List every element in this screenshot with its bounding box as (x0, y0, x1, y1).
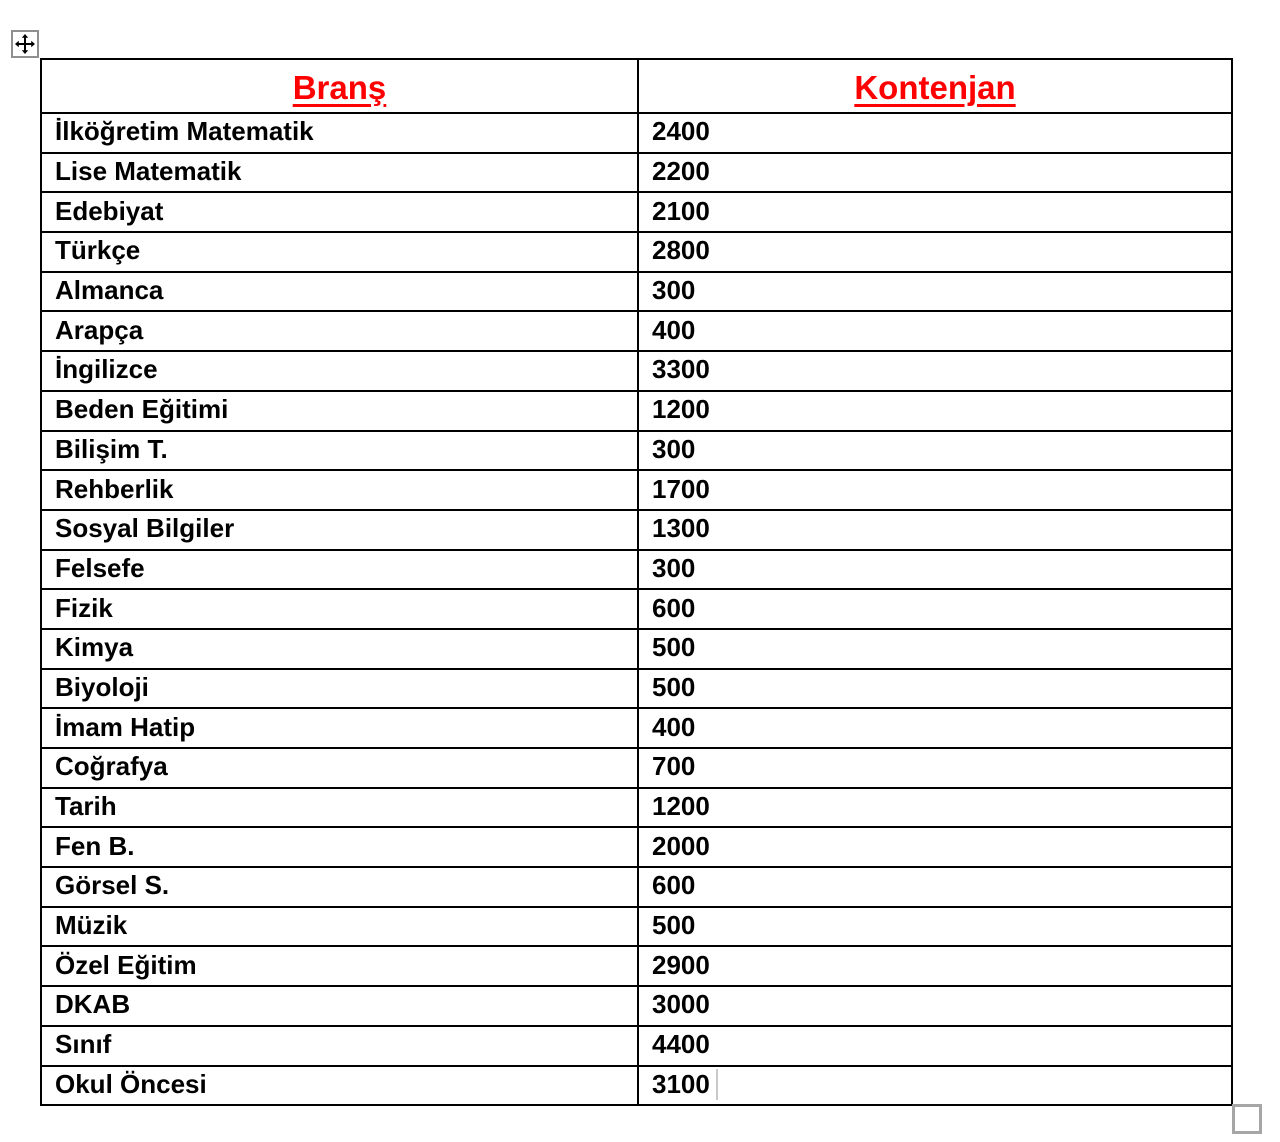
kontenjan-cell[interactable]: 500 (638, 629, 1232, 669)
table-row (41, 669, 1232, 709)
brans-cell[interactable]: Beden Eğitimi (41, 391, 638, 431)
column-header-brans[interactable] (41, 59, 638, 113)
column-header-brans-label: Branş (292, 68, 387, 106)
kontenjan-cell[interactable]: 400 (638, 311, 1232, 351)
brans-cell[interactable]: Rehberlik (41, 470, 638, 510)
brans-cell[interactable]: Almanca (41, 272, 638, 312)
brans-cell[interactable]: DKAB (41, 986, 638, 1026)
table-row (41, 1026, 1232, 1066)
table-row (41, 391, 1232, 431)
table-header-row (41, 59, 1232, 113)
table-row (41, 788, 1232, 828)
table-move-handle[interactable] (11, 30, 39, 58)
kontenjan-cell[interactable]: 400 (638, 708, 1232, 748)
kontenjan-cell[interactable]: 300 (638, 272, 1232, 312)
kontenjan-cell[interactable]: 1700 (638, 470, 1232, 510)
brans-cell[interactable]: Biyoloji (41, 669, 638, 709)
brans-cell[interactable]: Tarih (41, 788, 638, 828)
kontenjan-cell[interactable]: 500 (638, 907, 1232, 947)
brans-cell[interactable]: Türkçe (41, 232, 638, 272)
table-row (41, 113, 1232, 153)
brans-cell[interactable]: Fizik (41, 589, 638, 629)
brans-cell[interactable]: Edebiyat (41, 192, 638, 232)
table-row (41, 550, 1232, 590)
table-row (41, 431, 1232, 471)
column-header-kontenjan[interactable] (638, 59, 1232, 113)
brans-cell[interactable]: Lise Matematik (41, 153, 638, 193)
table-resize-handle[interactable] (1232, 1104, 1262, 1134)
brans-cell[interactable]: İlköğretim Matematik (41, 113, 638, 153)
brans-cell[interactable]: Coğrafya (41, 748, 638, 788)
table-row (41, 232, 1232, 272)
brans-cell[interactable]: Kimya (41, 629, 638, 669)
brans-cell[interactable]: Özel Eğitim (41, 946, 638, 986)
table-row (41, 470, 1232, 510)
brans-cell[interactable]: Felsefe (41, 550, 638, 590)
kontenjan-cell[interactable]: 2900 (638, 946, 1232, 986)
brans-cell[interactable]: Sosyal Bilgiler (41, 510, 638, 550)
kontenjan-cell[interactable]: 1300 (638, 510, 1232, 550)
kontenjan-cell[interactable]: 1200 (638, 788, 1232, 828)
table-row (41, 351, 1232, 391)
brans-cell[interactable]: İmam Hatip (41, 708, 638, 748)
kontenjan-table (40, 58, 1233, 1106)
kontenjan-cell[interactable]: 2800 (638, 232, 1232, 272)
brans-cell[interactable]: Bilişim T. (41, 431, 638, 471)
kontenjan-cell[interactable]: 3300 (638, 351, 1232, 391)
kontenjan-cell[interactable]: 4400 (638, 1026, 1232, 1066)
table-row (41, 708, 1232, 748)
table-row (41, 629, 1232, 669)
table-row (41, 153, 1232, 193)
table-row (41, 827, 1232, 867)
kontenjan-cell[interactable]: 3100 (638, 1066, 1232, 1106)
table-row (41, 986, 1232, 1026)
table-row (41, 311, 1232, 351)
brans-cell[interactable]: Sınıf (41, 1026, 638, 1066)
table-row (41, 748, 1232, 788)
kontenjan-cell[interactable]: 500 (638, 669, 1232, 709)
table-row (41, 192, 1232, 232)
text-cursor (716, 1069, 718, 1100)
kontenjan-cell[interactable]: 600 (638, 589, 1232, 629)
brans-cell[interactable]: Görsel S. (41, 867, 638, 907)
table-row (41, 272, 1232, 312)
kontenjan-cell[interactable]: 2000 (638, 827, 1232, 867)
brans-cell[interactable]: Müzik (41, 907, 638, 947)
table-row (41, 907, 1232, 947)
kontenjan-cell[interactable]: 3000 (638, 986, 1232, 1026)
kontenjan-cell[interactable]: 1200 (638, 391, 1232, 431)
brans-cell[interactable]: Fen B. (41, 827, 638, 867)
column-header-kontenjan-label: Kontenjan (854, 68, 1016, 106)
move-icon (14, 33, 36, 55)
kontenjan-cell[interactable]: 300 (638, 550, 1232, 590)
kontenjan-cell[interactable]: 2400 (638, 113, 1232, 153)
kontenjan-cell[interactable]: 300 (638, 431, 1232, 471)
table-row (41, 510, 1232, 550)
kontenjan-cell[interactable]: 700 (638, 748, 1232, 788)
table-row (41, 1066, 1232, 1106)
table-row (41, 946, 1232, 986)
kontenjan-cell[interactable]: 600 (638, 867, 1232, 907)
brans-cell[interactable]: İngilizce (41, 351, 638, 391)
kontenjan-cell[interactable]: 2200 (638, 153, 1232, 193)
table-row (41, 589, 1232, 629)
brans-cell[interactable]: Okul Öncesi (41, 1066, 638, 1106)
kontenjan-cell[interactable]: 2100 (638, 192, 1232, 232)
table-row (41, 867, 1232, 907)
brans-cell[interactable]: Arapça (41, 311, 638, 351)
